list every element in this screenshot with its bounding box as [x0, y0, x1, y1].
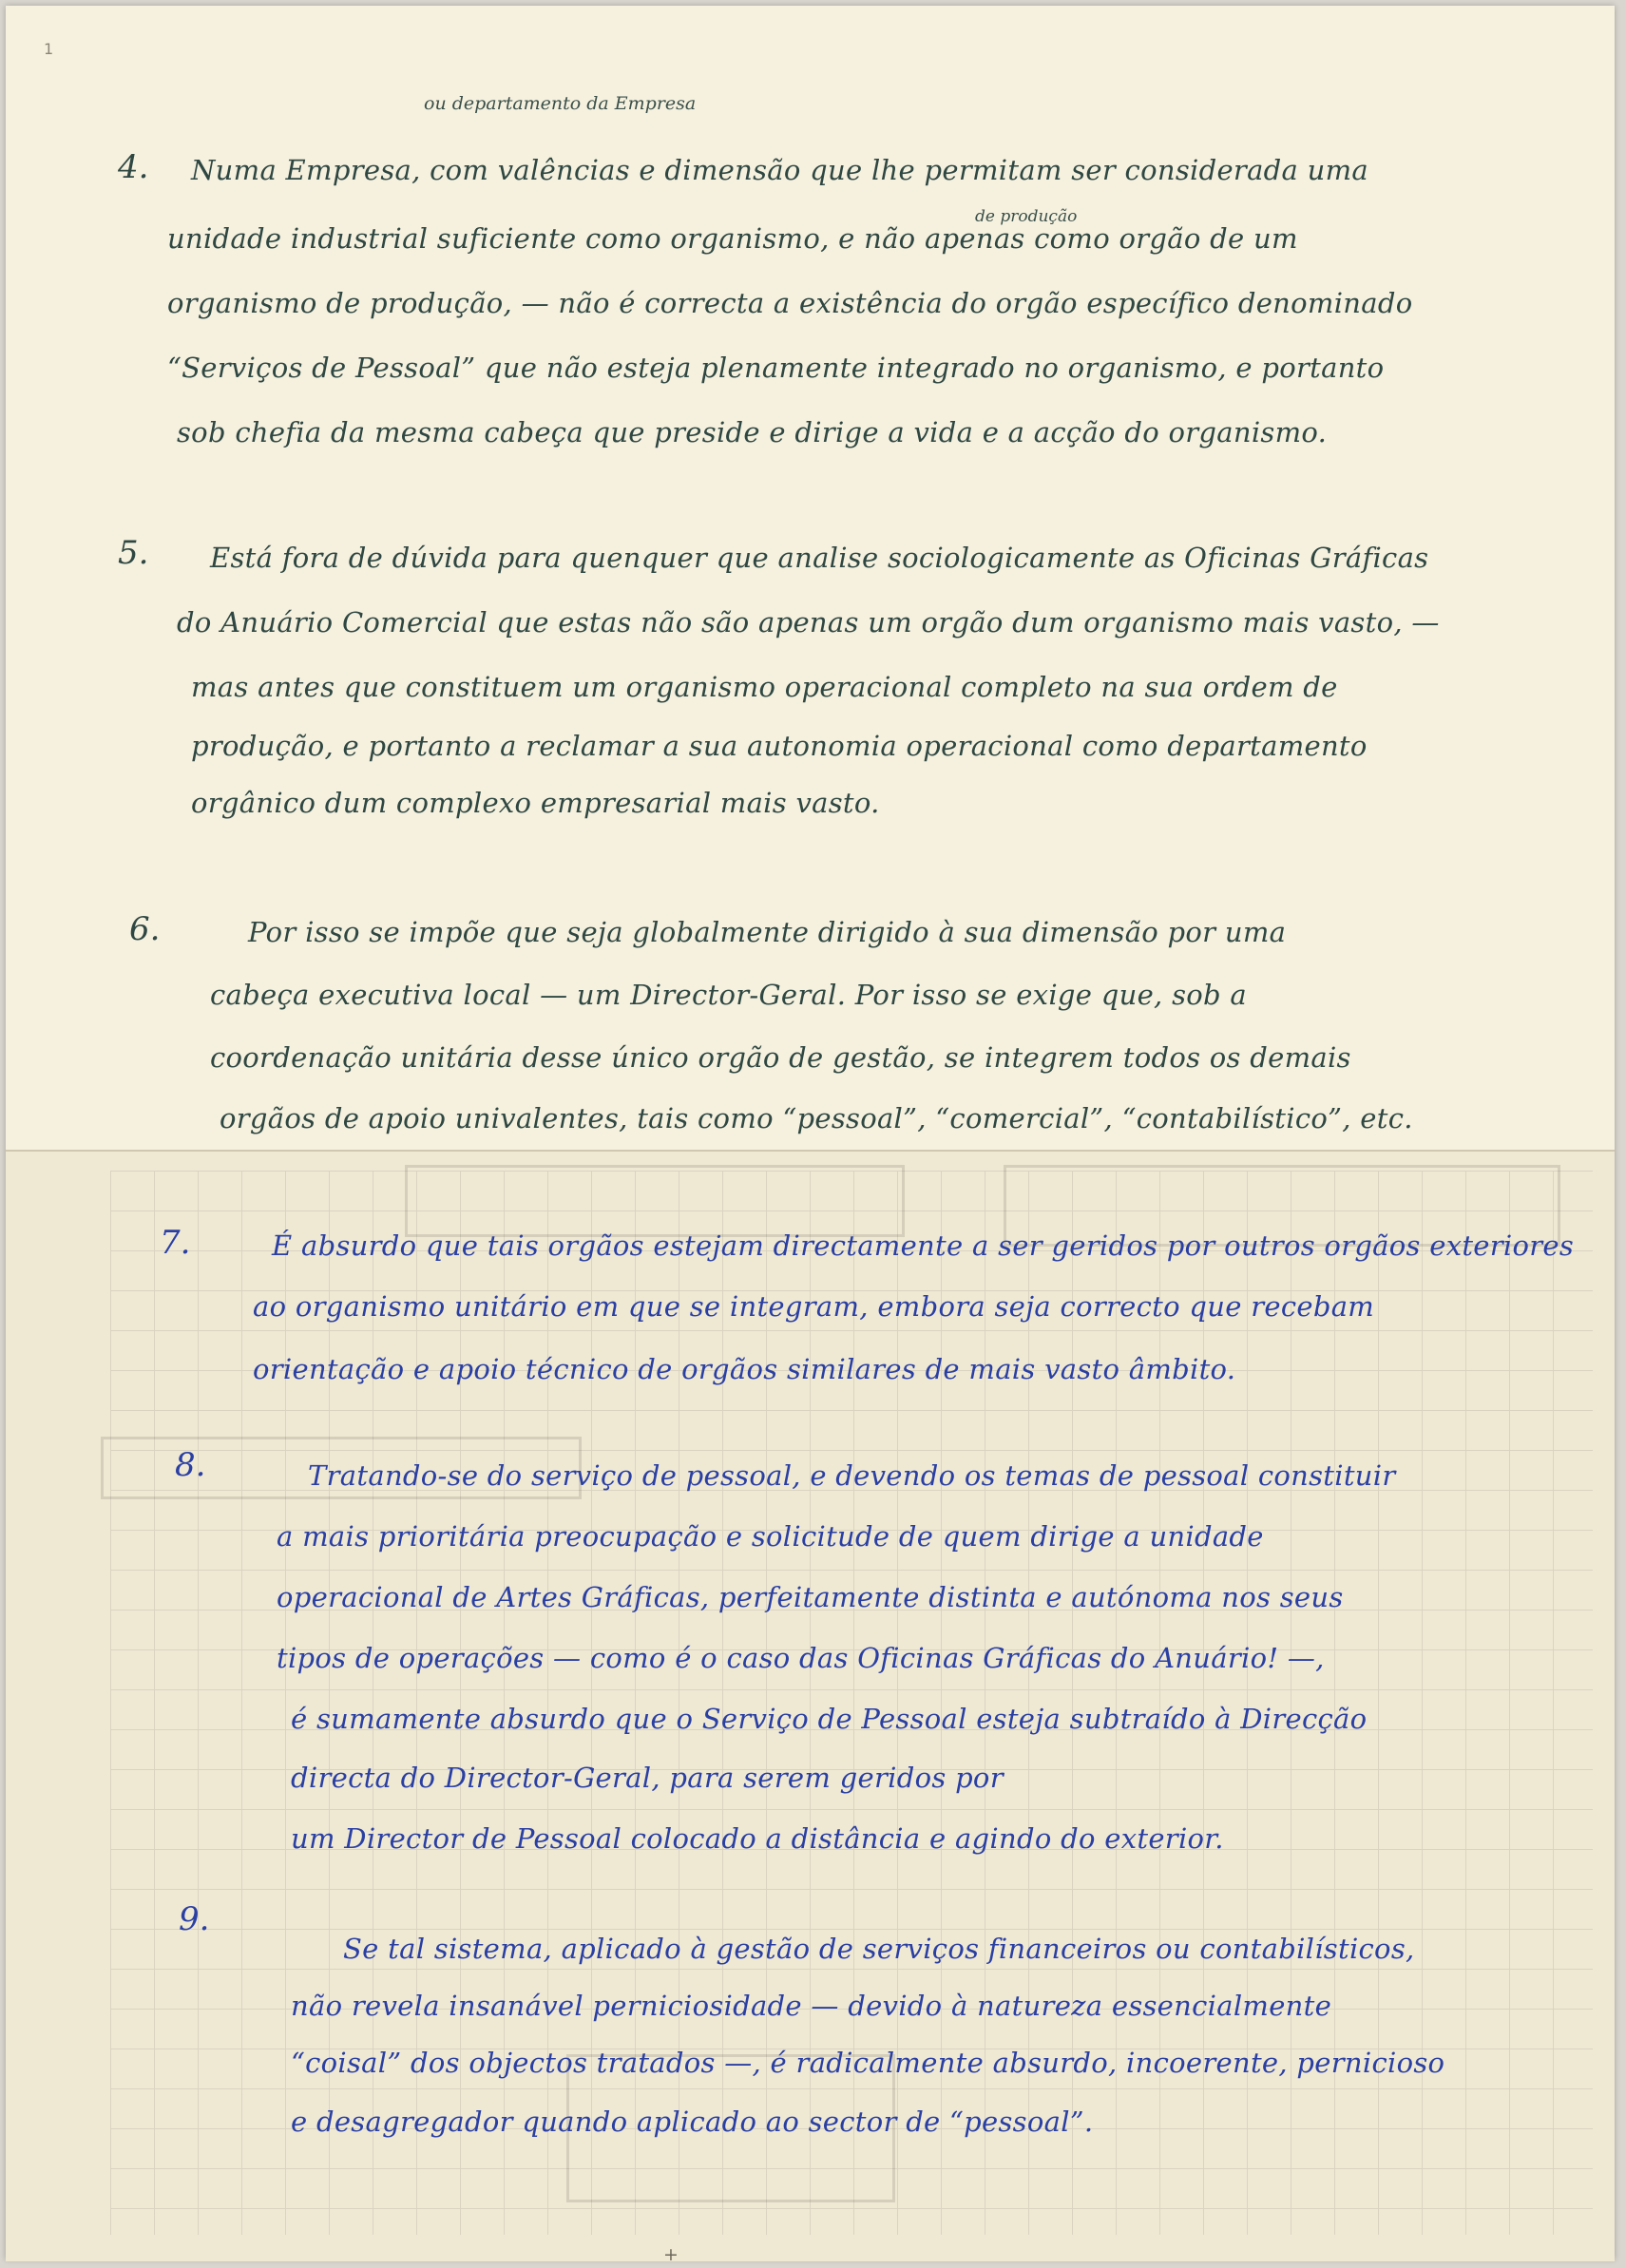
paragraph-number: 8. — [175, 1446, 206, 1484]
paragraph-line: directa do Director-Geral, para serem geridos por — [291, 1762, 1004, 1794]
paragraph-number: 7. — [160, 1224, 191, 1262]
paragraph-line: um Director de Pessoal colocado a distância e agindo do exterior. — [291, 1822, 1224, 1855]
paragraph-line: coordenação unitária desse único orgão de gestão, se integrem todos os demais — [210, 1041, 1351, 1074]
paragraph-line: tipos de operações — como é o caso das Oficinas Gráficas do Anuário! —, — [277, 1642, 1325, 1674]
paragraph-line: é sumamente absurdo que o Serviço de Pessoal esteja subtraído à Direcção — [291, 1703, 1368, 1735]
bottom-mark: + — [663, 2244, 679, 2265]
paragraph-line: a mais prioritária preocupação e solicitude de quem dirige a unidade — [277, 1520, 1264, 1553]
paragraph-line: produção, e portanto a reclamar a sua autonomia operacional como departamento — [191, 730, 1368, 762]
show-through-form-box — [405, 1165, 905, 1237]
paragraph-line: sob chefia da mesma cabeça que preside e dirige a vida e a acção do organismo. — [177, 416, 1328, 448]
paragraph-line: Numa Empresa, com valências e dimensão que lhe permitam ser considerada uma — [191, 154, 1368, 186]
paragraph-line: Tratando-se do serviço de pessoal, e devendo os temas de pessoal constituir — [308, 1459, 1396, 1492]
paragraph-line: cabeça executiva local — um Director-Geral. Por isso se exige que, sob a — [210, 979, 1248, 1011]
paragraph-line: Se tal sistema, aplicado à gestão de serviços financeiros ou contabilísticos, — [343, 1933, 1415, 1965]
insertion-note: ou departamento da Empresa — [424, 93, 697, 114]
paragraph-line: É absurdo que tais orgãos estejam directamente a ser geridos por outros orgãos exteriores — [272, 1229, 1575, 1262]
document-sheet — [6, 6, 1615, 2265]
paragraph-line: Por isso se impõe que seja globalmente dirigido à sua dimensão por uma — [248, 916, 1287, 948]
paragraph-line: do Anuário Comercial que estas não são apenas um orgão dum organismo mais vasto, — — [177, 606, 1440, 638]
paragraph-line: organismo de produção, — não é correcta a existência do orgão específico denominado — [167, 287, 1413, 319]
paragraph-line: orgânico dum complexo empresarial mais vasto. — [191, 787, 880, 819]
paragraph-line: e desagregador quando aplicado ao sector de “pessoal”. — [291, 2106, 1094, 2138]
paragraph-number: 5. — [118, 534, 149, 572]
paragraph-line: orgãos de apoio univalentes, tais como “pessoal”, “comercial”, “contabilístico”, etc. — [220, 1102, 1413, 1134]
paragraph-line: ao organismo unitário em que se integram, embora seja correcto que recebam — [253, 1290, 1375, 1323]
paragraph-number: 4. — [118, 148, 149, 186]
paragraph-number: 9. — [179, 1900, 210, 1938]
insertion-note-production: de produção — [975, 207, 1078, 226]
paragraph-line: orientação e apoio técnico de orgãos similares de mais vasto âmbito. — [253, 1353, 1236, 1385]
paragraph-line: unidade industrial suficiente como organismo, e não apenas como orgão de um — [167, 222, 1298, 255]
paragraph-line: mas antes que constituem um organismo operacional completo na sua ordem de — [191, 671, 1338, 703]
paragraph-number: 6. — [129, 910, 161, 948]
corner-mark: 1 — [44, 40, 54, 58]
lower-sheet — [6, 1150, 1615, 2265]
paragraph-line: “coisal” dos objectos tratados —, é radicalmente absurdo, incoerente, pernicioso — [291, 2047, 1445, 2079]
paragraph-line: operacional de Artes Gráficas, perfeitamente distinta e autónoma nos seus — [277, 1581, 1344, 1613]
paragraph-line: “Serviços de Pessoal” que não esteja plenamente integrado no organismo, e portanto — [167, 352, 1385, 384]
paragraph-line: Está fora de dúvida para quenquer que analise sociologicamente as Oficinas Gráficas — [210, 542, 1429, 574]
paragraph-line: não revela insanável perniciosidade — devido à natureza essencialmente — [291, 1990, 1332, 2022]
